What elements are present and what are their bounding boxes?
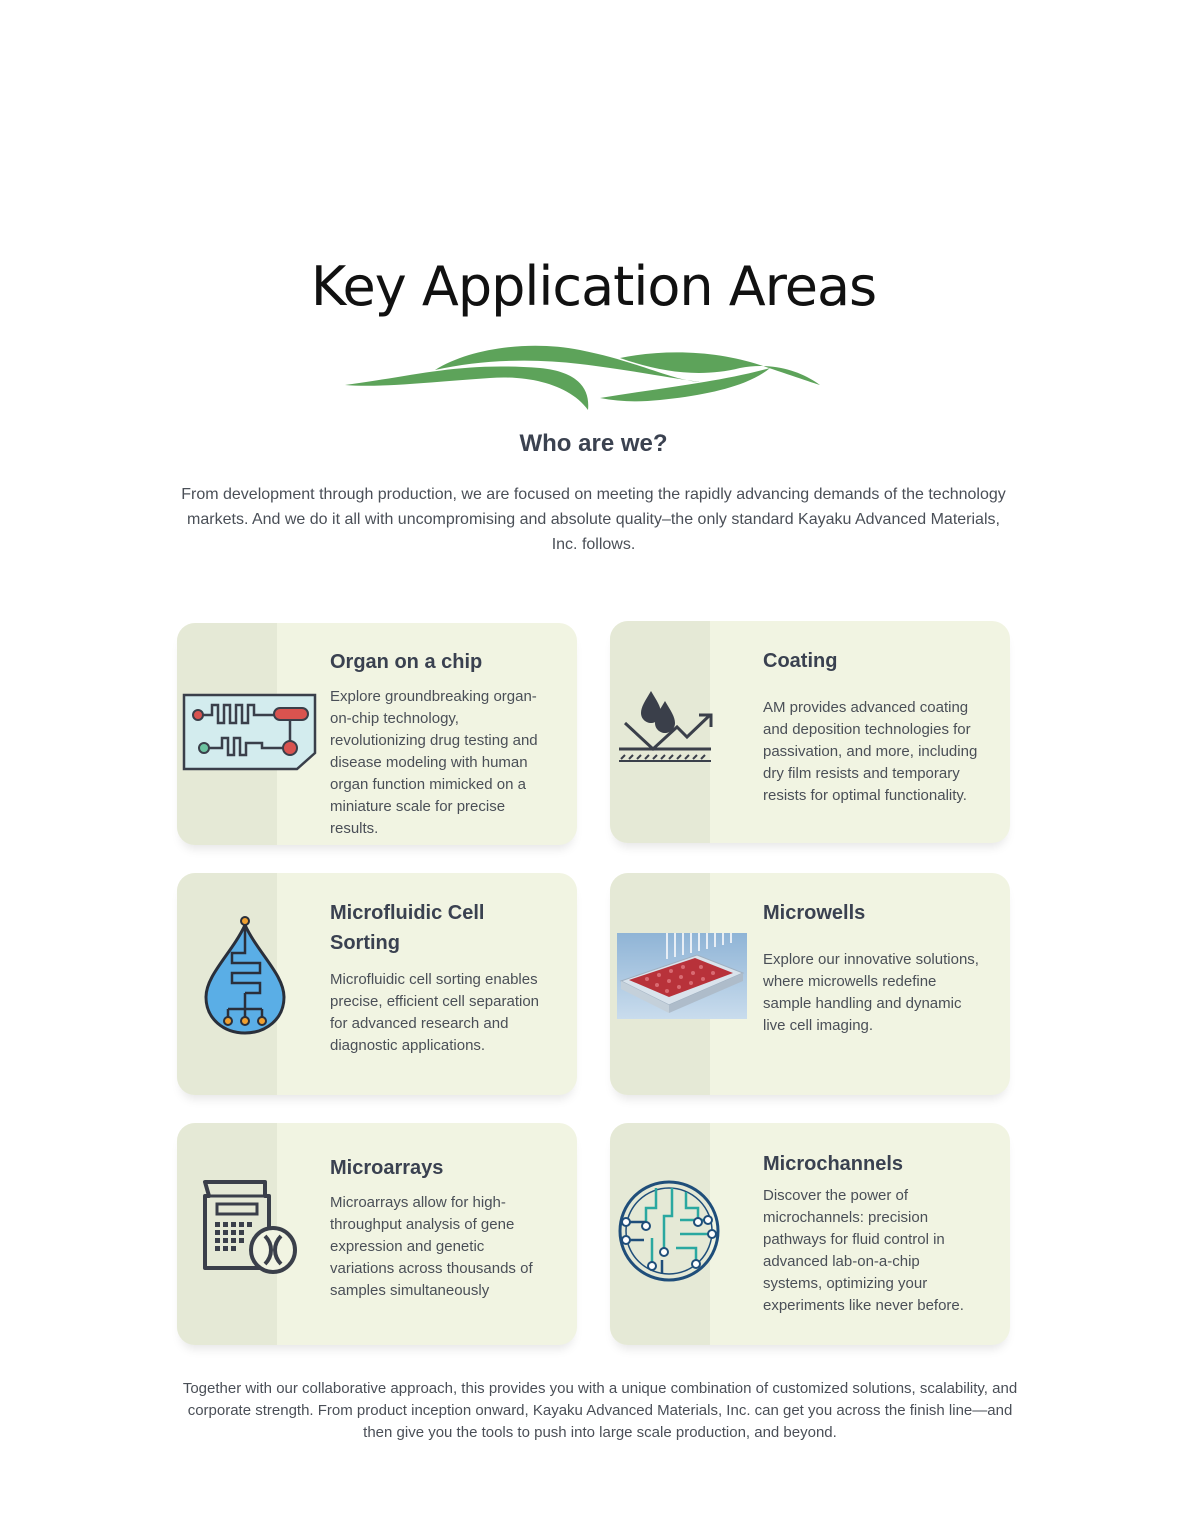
droplet-circuit-icon: [202, 913, 292, 1038]
microwell-plate-image: [617, 933, 747, 1019]
card-title: Microchannels: [763, 1153, 904, 1175]
card-text: Explore our innovative solutions, where microwells redefine sample handling and dynamic live cell imaging.: [763, 951, 979, 1034]
microarray-icon: [199, 1178, 299, 1278]
card-text: Discover the power of microchannels: precision pathways for fluid control in advanced lab-on-a-chip systems, optimizing your experiments like never before.: [763, 1187, 964, 1314]
card-title: Microwells: [763, 902, 866, 924]
wave-decoration: [340, 340, 825, 420]
page-title: Key Application Areas: [310, 255, 877, 318]
card-microchannels: [610, 1123, 1010, 1345]
card-title: Coating: [763, 650, 838, 672]
section-subtitle: Who are we?: [519, 430, 668, 457]
card-text: Microarrays allow for high-throughput analysis of gene expression and genetic variations across thousands of samples simultaneously: [330, 1194, 533, 1299]
card-text: Explore groundbreaking organ-on-chip technology, revolutionizing drug testing and disease modeling with human organ function mimicked on a miniature scale for precise results.: [330, 688, 538, 837]
card-text: AM provides advanced coating and deposition technologies for passivation, and more, including dry film resists and temporary resists for optimal functionality.: [763, 699, 978, 804]
card-title: Microfluidic Cell Sorting: [330, 902, 485, 954]
card-title: Microarrays: [330, 1157, 444, 1179]
microchannel-circuit-icon: [616, 1178, 722, 1284]
card-title: Organ on a chip: [330, 651, 483, 673]
outro-paragraph: Together with our collaborative approach, this provides you with a unique combination of customized solutions, scalability, and corporate strength. From product inception onward, Kayaku Advanced Materials, Inc. can get you across the finish line—and then give you the tools to push into large scale production, and beyond.: [182, 1380, 1018, 1441]
card-microwells: [610, 873, 1010, 1095]
intro-paragraph: From development through production, we are focused on meeting the rapidly advancing demands of the technology markets. And we do it all with uncompromising and absolute quality–the only standard Kayaku Advanced Materials, Inc. follows.: [181, 486, 1006, 553]
card-organ-on-a-chip: [177, 623, 577, 845]
card-text: Microfluidic cell sorting enables precise, efficient cell separation for advanced research and diagnostic applications.: [330, 971, 540, 1054]
card-microarrays: [177, 1123, 577, 1345]
organ-chip-icon: [182, 693, 317, 773]
card-microfluidic-cell-sorting: [177, 873, 577, 1095]
coating-icon: [615, 683, 715, 768]
card-coating: [610, 621, 1010, 843]
